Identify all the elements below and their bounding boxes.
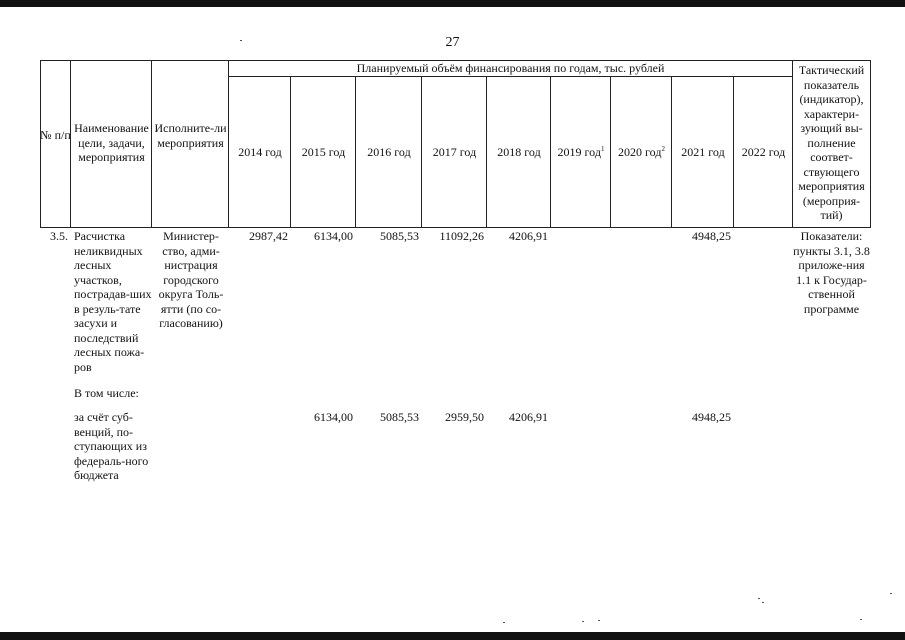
header-col-name: Наименование цели, задачи, мероприятия (74, 121, 149, 164)
subrow-value-2018: 4206,91 (509, 410, 548, 424)
row-indicator: Показатели: пункты 3.1, 3.8 приложе-ния 1.1 к Государ-ственной программе (793, 229, 870, 316)
header-year-2014: 2014 год (238, 145, 282, 159)
scan-border-bottom (0, 632, 905, 640)
header-year-2015: 2015 год (301, 145, 346, 159)
financing-group-divider (228, 76, 792, 77)
col-border (870, 60, 871, 228)
page-number: 27 (445, 35, 460, 50)
scan-border-top (0, 0, 905, 7)
scan-speck (860, 619, 862, 620)
row-value-2017: 11092,26 (439, 229, 484, 243)
scan-speck (762, 602, 764, 603)
header-col-executor: Исполните-ли мероприятия (154, 121, 227, 150)
scan-speck (758, 598, 760, 599)
row-value-2016: 5085,53 (380, 229, 419, 243)
subrow-value-2017: 2959,50 (445, 410, 484, 424)
row-value-2015: 6134,00 (314, 229, 353, 243)
scan-speck (598, 620, 600, 621)
header-year-2022: 2022 год (741, 145, 786, 159)
header-year-2021: 2021 год (681, 145, 725, 159)
scan-speck (503, 622, 505, 623)
header-bottom-border (40, 227, 870, 228)
header-year-2020: 2020 год$^2$ (618, 145, 665, 159)
header-year-2018: 2018 год (497, 145, 541, 159)
including-label: В том числе: (74, 386, 139, 400)
header-financing-group: Планируемый объём финансирования по годам, тыс. рублей (356, 61, 665, 75)
subrow-value-2016: 5085,53 (380, 410, 419, 424)
subrow-name: за счёт суб-венций, по-ступающих из федераль-ного бюджета (74, 410, 149, 482)
subrow-value-2021: 4948,25 (692, 410, 731, 424)
row-value-2021: 4948,25 (692, 229, 731, 243)
scan-speck (240, 40, 242, 41)
row-executor: Министер-ство, адми-нистрация городского округа Толь-ятти (по со-гласованию) (158, 229, 224, 330)
row-name: Расчистка неликвидных лесных участков, пострадав-ших в резуль-тате засухи и последствий лесных пожа-ров (74, 229, 152, 374)
row-value-2018: 4206,91 (509, 229, 548, 243)
row-value-2014: 2987,42 (249, 229, 288, 243)
header-year-2016: 2016 год (367, 145, 411, 159)
header-col-number: № п/п (40, 128, 71, 142)
scan-speck (582, 621, 584, 622)
scan-speck (890, 593, 892, 594)
header-year-2019: 2019 год$^1$ (557, 145, 605, 159)
subrow-value-2015: 6134,00 (314, 410, 353, 424)
header-col-indicator: Тактический показатель (индикатор), характери-зующий вы-полнение соответ-ствующего мероприятия (мероприя-тий) (798, 63, 865, 222)
header-year-2017: 2017 год (432, 145, 477, 159)
col-border (40, 60, 41, 228)
row-number: 3.5. (50, 229, 68, 243)
